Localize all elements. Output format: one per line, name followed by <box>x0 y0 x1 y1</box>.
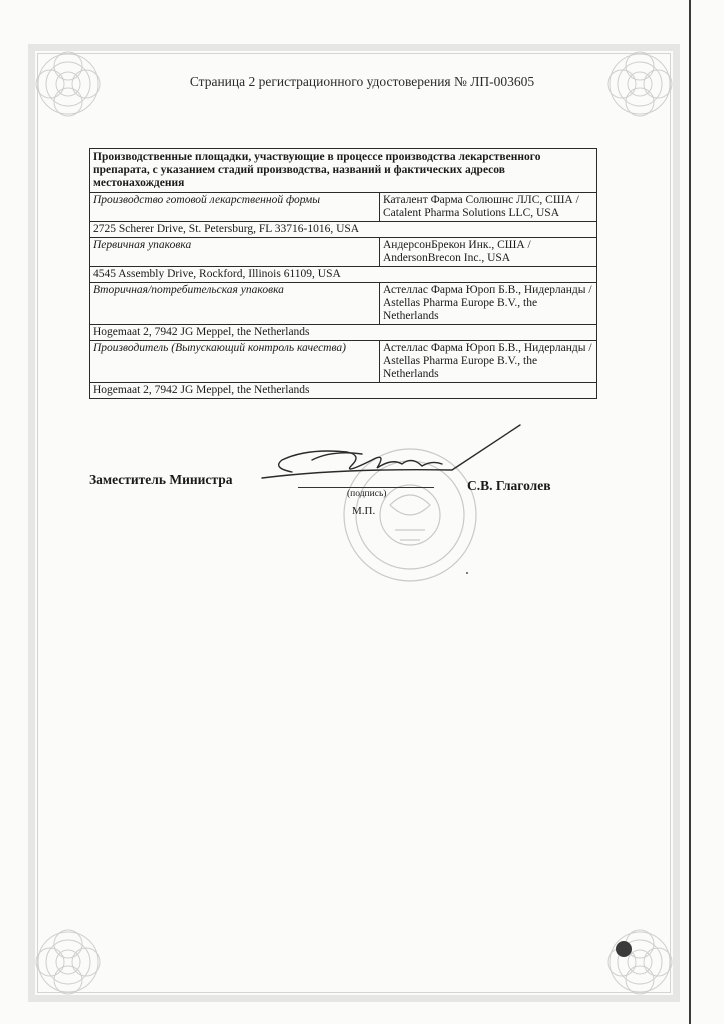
table-row <box>90 193 597 222</box>
hole-punch-mark <box>616 941 632 957</box>
production-sites-table <box>89 148 597 399</box>
table-row <box>90 383 597 399</box>
table-row <box>90 283 597 325</box>
table-header-cell: Производственные площадки, участвующие в процессе производства лекарственного препарата, с указанием стадий производства, названий и фактических адресов местонахождения <box>90 149 597 193</box>
company-cell: Астеллас Фарма Юроп Б.В., Нидерланды / Astellas Pharma Europe B.V., the Netherlands <box>380 283 597 325</box>
address-cell: 2725 Scherer Drive, St. Petersburg, FL 33716-1016, USA <box>90 222 597 238</box>
table-row <box>90 341 597 383</box>
stage-cell: Первичная упаковка <box>90 238 380 267</box>
stage-cell: Производство готовой лекарственной формы <box>90 193 380 222</box>
table-row <box>90 267 597 283</box>
address-cell: Hogemaat 2, 7942 JG Meppel, the Netherlands <box>90 383 597 399</box>
seal-label: М.П. <box>352 505 376 517</box>
signature-line <box>298 487 434 488</box>
stage-cell: Производитель (Выпускающий контроль качества) <box>90 341 380 383</box>
signatory-position: Заместитель Министра <box>89 472 233 487</box>
page-header: Страница 2 регистрационного удостоверения № ЛП-003605 <box>189 74 535 89</box>
table-row <box>90 325 597 341</box>
company-cell: АндерсонБрекон Инк., США / AndersonBrecon Inc., USA <box>380 238 597 267</box>
stage-cell: Вторичная/потребительская упаковка <box>90 283 380 325</box>
table-row <box>90 238 597 267</box>
scan-edge <box>689 0 691 1024</box>
corner-rosette-bottom-right <box>600 922 680 1002</box>
scan-speck <box>466 572 468 574</box>
signatory-name: С.В. Глаголев <box>467 478 551 493</box>
table-row <box>90 222 597 238</box>
signature-caption: (подпись) <box>347 489 387 499</box>
address-cell: 4545 Assembly Drive, Rockford, Illinois 61109, USA <box>90 267 597 283</box>
table-header-row <box>90 149 597 193</box>
company-cell: Астеллас Фарма Юроп Б.В., Нидерланды / Astellas Pharma Europe B.V., the Netherlands <box>380 341 597 383</box>
corner-rosette-bottom-left <box>28 922 108 1002</box>
address-cell: Hogemaat 2, 7942 JG Meppel, the Netherlands <box>90 325 597 341</box>
company-cell: Каталент Фарма Солюшнс ЛЛС, США / Catalent Pharma Solutions LLC, USA <box>380 193 597 222</box>
